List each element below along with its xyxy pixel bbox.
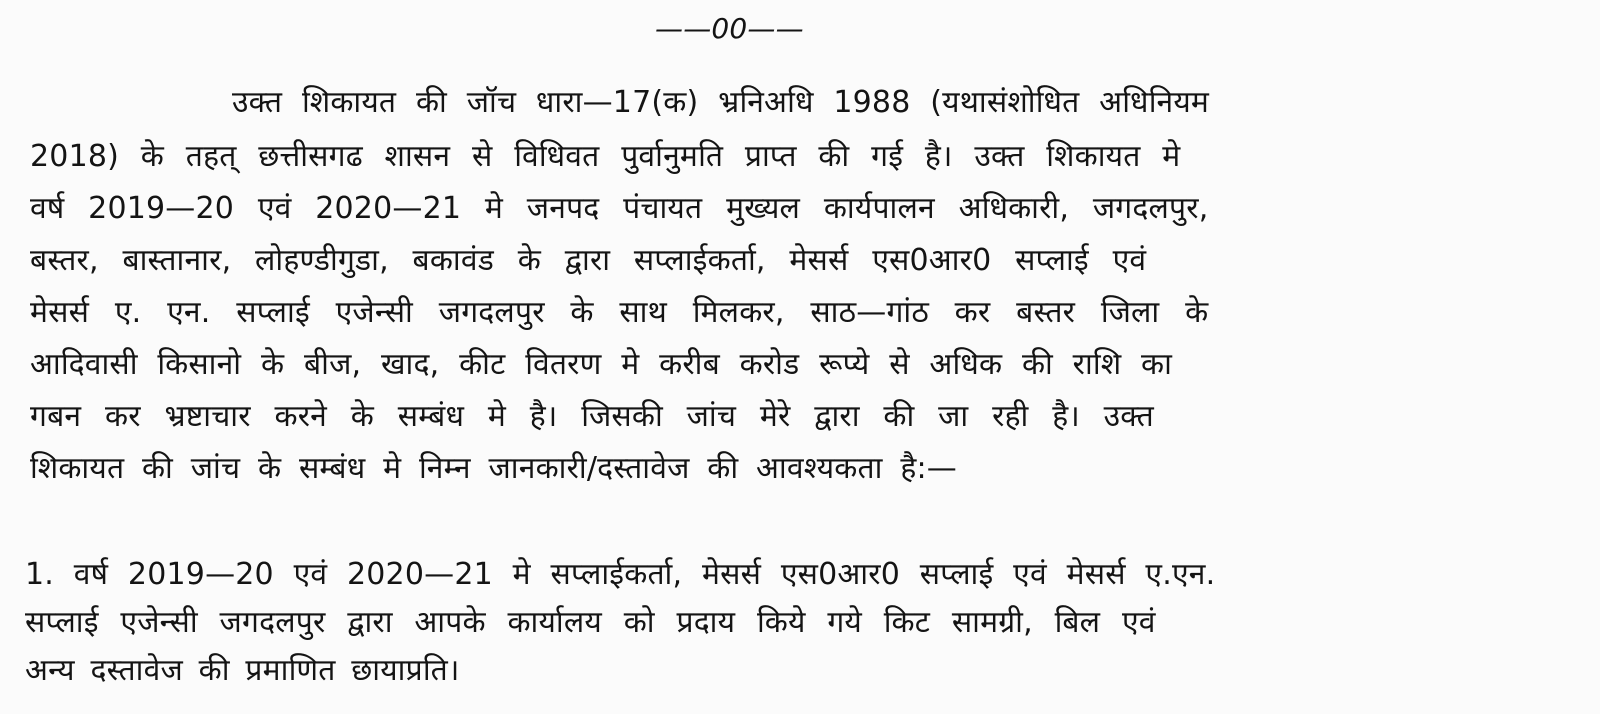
- section-divider: ——00——: [655, 12, 804, 45]
- item-line: अन्य दस्तावेज की प्रमाणित छायाप्रति।: [25, 653, 460, 688]
- paragraph-line: आदिवासी किसानो के बीज, खाद, कीट वितरण मे करीब करोड रूप्ये से अधिक की राशि का: [30, 347, 1173, 382]
- paragraph-line: वर्ष 2019—20 एवं 2020—21 मे जनपद पंचायत मुख्यल कार्यपालन अधिकारी, जगदलपुर,: [30, 191, 1209, 226]
- paragraph-line: गबन कर भ्रष्टाचार करने के सम्बंध मे है। जिसकी जांच मेरे द्वारा की जा रही है। उक्त: [30, 399, 1154, 434]
- item-line: सप्लाई एजेन्सी जगदलपुर द्वारा आपके कार्यालय को प्रदाय किये गये किट सामग्री, बिल एवं: [25, 605, 1156, 640]
- paragraph-line: बस्तर, बास्तानार, लोहण्डीगुडा, बकावंड के द्वारा सप्लाईकर्ता, मेसर्स एस0आर0 सप्लाई एवं: [30, 243, 1147, 278]
- paragraph-line: उक्त शिकायत की जॉच धारा—17(क) भ्रनिअधि 1988 (यथासंशोधित अधिनियम: [232, 85, 1210, 120]
- item-line: 1. वर्ष 2019—20 एवं 2020—21 मे सप्लाईकर्ता, मेसर्स एस0आर0 सप्लाई एवं मेसर्स ए.एन.: [25, 557, 1216, 592]
- paragraph-line: मेसर्स ए. एन. सप्लाई एजेन्सी जगदलपुर के साथ मिलकर, साठ—गांठ कर बस्तर जिला के: [30, 295, 1209, 330]
- paragraph-line: 2018) के तहत् छत्तीसगढ शासन से विधिवत पुर्वानुमति प्राप्त की गई है। उक्त शिकायत मे: [30, 139, 1181, 174]
- paragraph-line: शिकायत की जांच के सम्बंध मे निम्न जानकारी/दस्तावेज की आवश्यकता है:—: [30, 451, 957, 486]
